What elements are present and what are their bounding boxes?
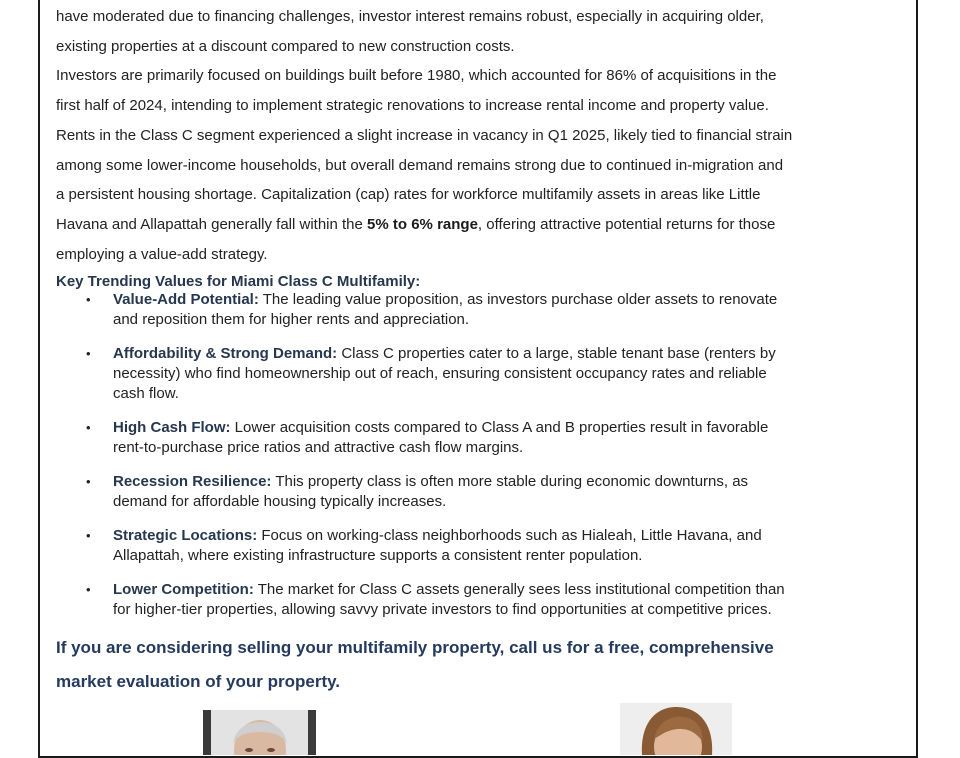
item-term: Recession Resilience: — [113, 473, 272, 490]
item-text: Allapattah, where existing infrastructure supports a consistent renter population. — [113, 547, 643, 564]
item-term: Value-Add Potential: — [113, 291, 259, 308]
item-text: Focus on working-class neighborhoods such as Hialeah, Little Havana, and — [261, 527, 762, 544]
text-line: have moderated due to financing challenges, investor interest remains robust, especially in acquiring older, — [56, 8, 764, 25]
intro-text — [56, 2, 916, 269]
bullet-icon: • — [86, 420, 91, 435]
bullet-icon: • — [86, 346, 91, 361]
cta-line: market evaluation of your property. — [56, 672, 341, 691]
agent-photo-2 — [620, 703, 732, 755]
bullet-icon: • — [86, 528, 91, 543]
item-term: Affordability & Strong Demand: — [113, 345, 338, 362]
item-text: This property class is often more stable during economic downturns, as — [275, 473, 749, 490]
bullet-icon: • — [86, 474, 91, 489]
list-item — [56, 580, 906, 620]
list-item — [56, 344, 906, 404]
list-item — [56, 418, 906, 458]
cap-rate-range: 5% to 6% range — [367, 215, 478, 233]
text-line: , offering attractive potential returns for those — [477, 215, 776, 233]
item-text: The market for Class C assets generally sees less institutional competition than — [257, 581, 785, 598]
list-item — [56, 526, 906, 566]
item-text: Lower acquisition costs compared to Class A and B properties result in favorable — [234, 419, 769, 436]
item-text: demand for affordable housing typically increases. — [113, 493, 447, 510]
text-line: employing a value-add strategy. — [56, 245, 268, 263]
key-values-heading: Key Trending Values for Miami Class C Multifamily: — [56, 273, 421, 290]
cta-line: If you are considering selling your multifamily property, call us for a free, comprehensive — [56, 638, 774, 657]
list-item — [56, 472, 906, 512]
text-line: first half of 2024, intending to implement strategic renovations to increase rental income and property value. — [56, 97, 769, 115]
bullet-icon: • — [86, 582, 91, 597]
text-line: a persistent housing shortage. Capitalization (cap) rates for workforce multifamily assets in areas like Little — [56, 186, 761, 204]
text-line: Investors are primarily focused on buildings built before 1980, which accounted for 86% of acquisitions in the — [56, 67, 777, 85]
item-term: Lower Competition: — [113, 581, 254, 598]
item-text: and reposition them for higher rents and appreciation. — [113, 311, 470, 328]
key-values-list — [56, 290, 906, 634]
item-text: rent-to-purchase price ratios and attractive cash flow margins. — [113, 439, 524, 456]
intro-paragraph-2 — [56, 61, 916, 120]
list-item — [56, 290, 906, 330]
item-text: Class C properties cater to a large, stable tenant base (renters by — [341, 345, 776, 362]
item-text: cash flow. — [113, 385, 179, 402]
intro-paragraph-1 — [56, 2, 916, 61]
item-text: for higher-tier properties, allowing savvy private investors to find opportunities at competitive prices. — [113, 601, 772, 618]
item-text: The leading value proposition, as investors purchase older assets to renovate — [262, 291, 778, 308]
intro-paragraph-3 — [56, 121, 916, 270]
call-to-action — [56, 631, 916, 699]
text-line: existing properties at a discount compared to new construction costs. — [56, 37, 515, 55]
text-line: Rents in the Class C segment experienced a slight increase in vacancy in Q1 2025, likely tied to financial strain — [56, 126, 793, 144]
bullet-icon: • — [86, 292, 91, 307]
agent-portrait-image — [203, 710, 316, 755]
item-term: High Cash Flow: — [113, 419, 231, 436]
item-term: Strategic Locations: — [113, 527, 258, 544]
text-line: among some lower-income households, but overall demand remains strong due to continued in-migration and — [56, 156, 784, 174]
agent-photo-1 — [203, 710, 316, 755]
agent-portrait-image — [620, 703, 732, 755]
text-line: Havana and Allapattah generally fall within the — [56, 215, 368, 233]
item-text: necessity) who find homeownership out of reach, ensuring consistent occupancy rates and reliable — [113, 365, 767, 382]
